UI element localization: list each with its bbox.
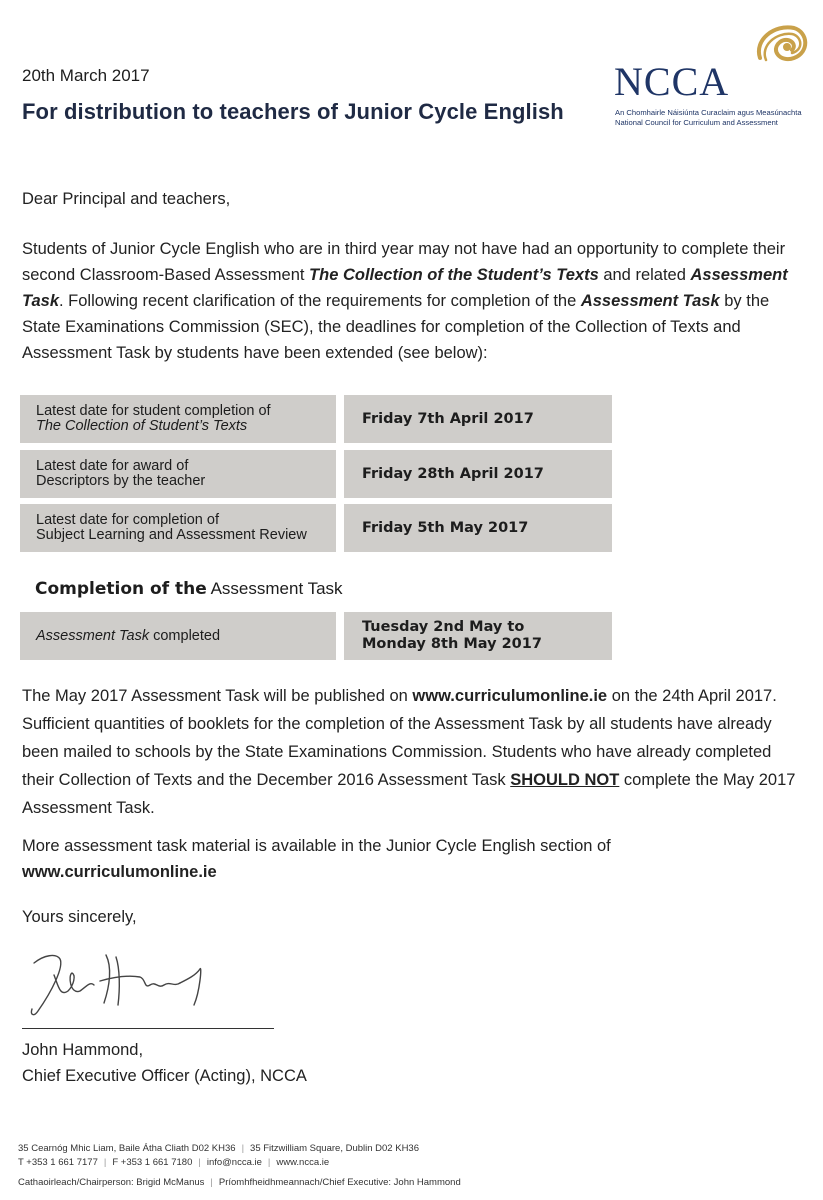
task-label-em: Assessment Task xyxy=(36,627,150,644)
deadline-label-cell xyxy=(20,504,336,552)
deadline-label-line1: Latest date for completion of xyxy=(36,512,219,528)
should-not-emphasis: SHOULD NOT xyxy=(510,771,620,789)
logo-wordmark: NCCA xyxy=(614,59,730,104)
task-label-rest: completed xyxy=(149,627,221,644)
intro-text-1: Students of Junior Cycle English who are in third year may not have had an opportunity to complete their second Classroom-Based Assessment xyxy=(22,240,786,284)
deadline-date-cell xyxy=(344,450,612,498)
signer-name: John Hammond, xyxy=(22,1041,144,1059)
intro-text-3: . Following recent clarification of the requirements for completion of the xyxy=(59,292,581,310)
publication-text-2: on the 24th April 2017. Sufficient quantities of booklets for the completion of the Assessment Task by all students have already been mailed to schools by the State Examinations Commission. Students who have already completed their Collection of Texts and the December 2016 Assessment Task xyxy=(22,687,777,789)
letter-heading: For distribution to teachers of Junior Cycle English xyxy=(22,99,564,124)
deadline-row xyxy=(20,450,612,498)
task-date-line2: Monday 8th May 2017 xyxy=(362,636,542,652)
footer-chief-executive: Príomhfheidhmeannach/Chief Executive: John Hammond xyxy=(218,1177,461,1188)
footer-phone: T +353 1 661 7177 xyxy=(18,1157,98,1168)
deadline-date: Friday 5th May 2017 xyxy=(362,519,529,536)
signer-title: Chief Executive Officer (Acting), NCCA xyxy=(22,1067,307,1085)
deadline-label-line1: Latest date for award of xyxy=(36,458,189,474)
deadline-label-cell xyxy=(20,395,336,443)
deadline-label-cell xyxy=(20,450,336,498)
intro-text-2: and related xyxy=(598,266,691,284)
deadline-label-line2: Subject Learning and Assessment Review xyxy=(36,527,307,543)
deadline-label-line2: The Collection of Student’s Texts xyxy=(36,418,248,434)
logo-swirl-icon xyxy=(750,20,812,70)
deadline-row xyxy=(20,504,612,552)
more-info-paragraph xyxy=(22,833,807,885)
footer-officers: Cathaoirleach/Chairperson: Brigid McManus | Príomhfheidhmeannach/Chief Executive: John Hammond xyxy=(18,1177,461,1188)
intro-assessment-task-2: Assessment Task xyxy=(580,292,720,310)
task-label-cell xyxy=(20,612,336,660)
curriculum-link-2[interactable]: www.curriculumonline.ie xyxy=(22,863,217,881)
footer-fax: F +353 1 661 7180 xyxy=(112,1157,193,1168)
footer-address-irish: 35 Cearnóg Mhic Liam, Baile Átha Cliath D02 KH36 xyxy=(18,1143,236,1154)
publication-text-3: complete the May 2017 Assessment Task. xyxy=(22,771,796,817)
footer-chairperson: Cathaoirleach/Chairperson: Brigid McManus xyxy=(18,1177,205,1188)
deadline-date-cell xyxy=(344,395,612,443)
footer-website[interactable]: www.ncca.ie xyxy=(276,1157,330,1168)
logo-irish-name: An Chomhairle Náisiúnta Curaclaim agus Measúnachta xyxy=(615,108,802,117)
more-info-text: More assessment task material is available in the Junior Cycle English section of xyxy=(22,837,611,855)
letter-date: 20th March 2017 xyxy=(22,66,150,85)
footer-email[interactable]: info@ncca.ie xyxy=(206,1157,262,1168)
task-row xyxy=(20,612,612,660)
deadline-label-line2: Descriptors by the teacher xyxy=(36,473,206,489)
logo-english-name: National Council for Curriculum and Assessment xyxy=(615,118,778,127)
deadline-label-line1: Latest date for student completion of xyxy=(36,403,271,419)
intro-text-4: by the State Examinations Commission (SEC), the deadlines for completion of the Collection of Texts and Assessment Task by students have been extended (see below): xyxy=(22,292,770,362)
footer-address-english: 35 Fitzwilliam Square, Dublin D02 KH36 xyxy=(250,1143,419,1154)
deadline-row xyxy=(20,395,612,443)
publication-text-1: The May 2017 Assessment Task will be published on xyxy=(22,687,413,705)
handwritten-signature xyxy=(24,945,224,1025)
section-heading-rest: Assessment Task xyxy=(206,579,343,598)
curriculum-link[interactable]: www.curriculumonline.ie xyxy=(412,687,608,705)
section-heading xyxy=(35,579,343,599)
footer-address: 35 Cearnóg Mhic Liam, Baile Átha Cliath D02 KH36 | 35 Fitzwilliam Square, Dublin D02 KH36 xyxy=(18,1143,419,1154)
signer-block xyxy=(22,1037,307,1089)
intro-collection-title: The Collection of the Student’s Texts xyxy=(309,266,599,284)
deadline-date: Friday 28th April 2017 xyxy=(362,465,544,482)
task-date-line1: Tuesday 2nd May to xyxy=(362,619,525,635)
intro-assessment-task: Assessment Task xyxy=(22,266,788,310)
section-heading-bold: Completion of the xyxy=(35,579,207,599)
signature-line xyxy=(22,1028,274,1029)
task-date-cell xyxy=(344,612,612,660)
closing: Yours sincerely, xyxy=(22,908,137,926)
deadline-date-cell xyxy=(344,504,612,552)
ncca-logo xyxy=(612,20,812,130)
footer-contact: T +353 1 661 7177 | F +353 1 661 7180 | info@ncca.ie | www.ncca.ie xyxy=(18,1157,330,1168)
deadline-date: Friday 7th April 2017 xyxy=(362,410,534,427)
intro-paragraph xyxy=(22,236,807,366)
publication-paragraph xyxy=(22,682,807,822)
salutation: Dear Principal and teachers, xyxy=(22,190,231,208)
